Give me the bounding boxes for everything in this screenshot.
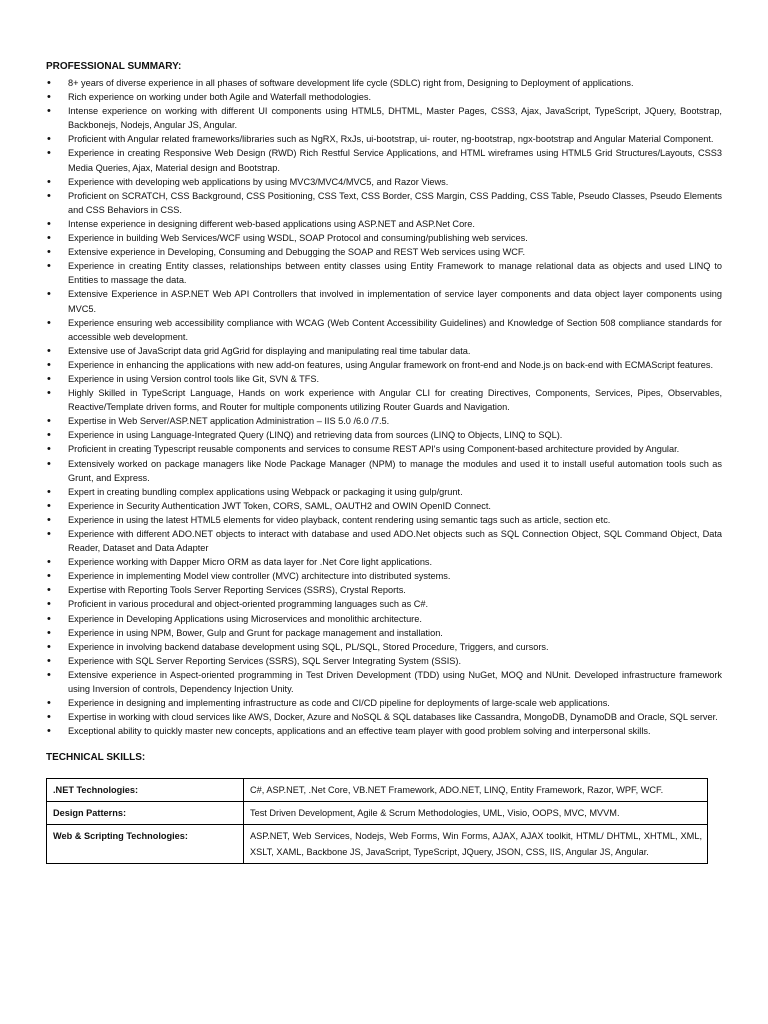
summary-item: • Experience in implementing Model view controller (MVC) architecture into distributed systems. [46,569,722,583]
summary-item: • Experience with SQL Server Reporting Services (SSRS), SQL Server Integrating System (SSIS). [46,654,722,668]
professional-summary-heading: PROFESSIONAL SUMMARY: [46,61,182,72]
skill-category: Design Patterns: [47,802,244,825]
technical-skills-heading: TECHNICAL SKILLS: [46,752,146,764]
summary-item: • Experience working with Dapper Micro ORM as data layer for .Net Core light applications. [46,555,722,569]
summary-item: • Experience with developing web applications by using MVC3/MVC4/MVC5, and Razor Views. [46,175,722,189]
summary-item: • Experience in building Web Services/WCF using WSDL, SOAP Protocol and consuming/publishing web services. [46,231,722,245]
summary-item: • Proficient on SCRATCH, CSS Background, CSS Positioning, CSS Text, CSS Border, CSS Margin, CSS Padding, CSS Table, Pseudo Classes, Pseudo Elements and CSS Behaviors in CSS. [46,189,722,217]
summary-item: • Highly Skilled in TypeScript Language, Hands on work experience with Angular CLI for creating Directives, Components, Services, Pipes, Observables, Reactive/Template driven forms, and Router for multiple components utilizing Router Guards and Navigation. [46,386,722,414]
summary-item: • Rich experience on working under both Agile and Waterfall methodologies. [46,90,722,104]
skill-category: Web & Scripting Technologies: [47,825,244,864]
summary-item: • 8+ years of diverse experience in all phases of software development life cycle (SDLC) right from, Designing to Deployment of applications. [46,76,722,90]
summary-item: • Experience in using NPM, Bower, Gulp and Grunt for package management and installation. [46,626,722,640]
summary-item: • Exceptional ability to quickly master new concepts, applications and an effective team player with good problem solving and interpersonal skills. [46,724,722,738]
summary-item: • Experience in Developing Applications using Microservices and monolithic architecture. [46,612,722,626]
summary-item: • Expertise with Reporting Tools Server Reporting Services (SSRS), Crystal Reports. [46,583,722,597]
summary-item: • Extensive Experience in ASP.NET Web API Controllers that involved in implementation of service layer components and data object layer components using MVC5. [46,287,722,315]
summary-item: • Experience in Security Authentication JWT Token, CORS, SAML, OAUTH2 and OWIN OpenID Connect. [46,499,722,513]
skill-value: Test Driven Development, Agile & Scrum Methodologies, UML, Visio, OOPS, MVC, MVVM. [244,802,708,825]
summary-item: • Experience in using the latest HTML5 elements for video playback, content rendering using semantic tags such as article, section etc. [46,513,722,527]
summary-item: • Expertise in Web Server/ASP.NET application Administration – IIS 5.0 /6.0 /7.5. [46,414,722,428]
summary-item: • Experience in enhancing the applications with new add-on features, using Angular framework on front-end and Node.js on back-end with ECMAScript features. [46,358,722,372]
summary-item: • Proficient with Angular related frameworks/libraries such as NgRX, RxJs, ui-bootstrap, ui- router, ng-bootstrap, ngx-bootstrap and Angular Material Component. [46,132,722,146]
summary-item: • Intense experience in designing different web-based applications using ASP.NET and ASP.Net Core. [46,217,722,231]
summary-item: • Proficient in creating Typescript reusable components and services to consume REST API's using Component-based architecture provided by Angular. [46,442,722,456]
summary-item: • Experience with different ADO.NET objects to interact with database and used ADO.Net objects such as SQL Connection Object, SQL Command Object, Data Reader, Dataset and Data Adapter [46,527,722,555]
summary-item: • Experience in using Version control tools like Git, SVN & TFS. [46,372,722,386]
summary-item: • Experience in using Language-Integrated Query (LINQ) and retrieving data from sources (LINQ to Objects, LINQ to SQL). [46,428,722,442]
skills-row [47,802,708,825]
summary-item: • Extensive use of JavaScript data grid AgGrid for displaying and manipulating real time tabular data. [46,344,722,358]
summary-item: • Experience in involving backend database development using SQL, PL/SQL, Stored Procedure, Triggers, and cursors. [46,640,722,654]
skills-row [47,779,708,802]
summary-item: • Experience in designing and implementing infrastructure as code and CI/CD pipeline for deployments of large-scale web applications. [46,696,722,710]
summary-item: • Intense experience on working with different UI components using HTML5, DHTML, Master Pages, CSS3, Ajax, JavaScript, TypeScript, JQuery, Bootstrap, Backbonejs, Nodejs, Angular JS, Angular. [46,104,722,132]
technical-skills-table [46,778,708,864]
summary-item: • Expertise in working with cloud services like AWS, Docker, Azure and NoSQL & SQL databases like Cassandra, MongoDB, DynamoDB and Oracle, SQL server. [46,710,722,724]
summary-item: • Proficient in various procedural and object-oriented programming languages such as C#. [46,597,722,611]
summary-item: • Experience in creating Responsive Web Design (RWD) Rich Restful Service Applications, and HTML wireframes using HTML5 Grid Structures/Layouts, CSS3 Media Queries, Ajax, Material design and Bootstrap. [46,146,722,174]
summary-item: • Expert in creating bundling complex applications using Webpack or packaging it using gulp/grunt. [46,485,722,499]
skill-value: C#, ASP.NET, .Net Core, VB.NET Framework, ADO.NET, LINQ, Entity Framework, Razor, WPF, WCF. [244,779,708,802]
skills-row [47,825,708,864]
summary-item: • Extensive experience in Developing, Consuming and Debugging the SOAP and REST Web services using WCF. [46,245,722,259]
skill-value: ASP.NET, Web Services, Nodejs, Web Forms, Win Forms, AJAX, AJAX toolkit, HTML/ DHTML, XHTML, XML, XSLT, XAML, Backbone JS, JavaScript, TypeScript, JQuery, JSON, CSS, IIS, Angular JS, Angular. [244,825,708,864]
summary-item: • Experience ensuring web accessibility compliance with WCAG (Web Content Accessibility Guidelines) and Knowledge of Section 508 compliance standards for accessible web development. [46,316,722,344]
summary-list [46,76,722,738]
summary-item: • Extensive experience in Aspect-oriented programming in Test Driven Development (TDD) using NuGet, MOQ and NUnit. Developed infrastructure framework using Inversion of controls, Dependency Injection Unity. [46,668,722,696]
summary-item: • Extensively worked on package managers like Node Package Manager (NPM) to manage the modules and used it to install useful automation tools such as Grunt, and Express. [46,457,722,485]
summary-item: • Experience in creating Entity classes, relationships between entity classes using Entity Framework to manage relational data as objects and used LINQ to Entities to massage the data. [46,259,722,287]
skill-category: .NET Technologies: [47,779,244,802]
